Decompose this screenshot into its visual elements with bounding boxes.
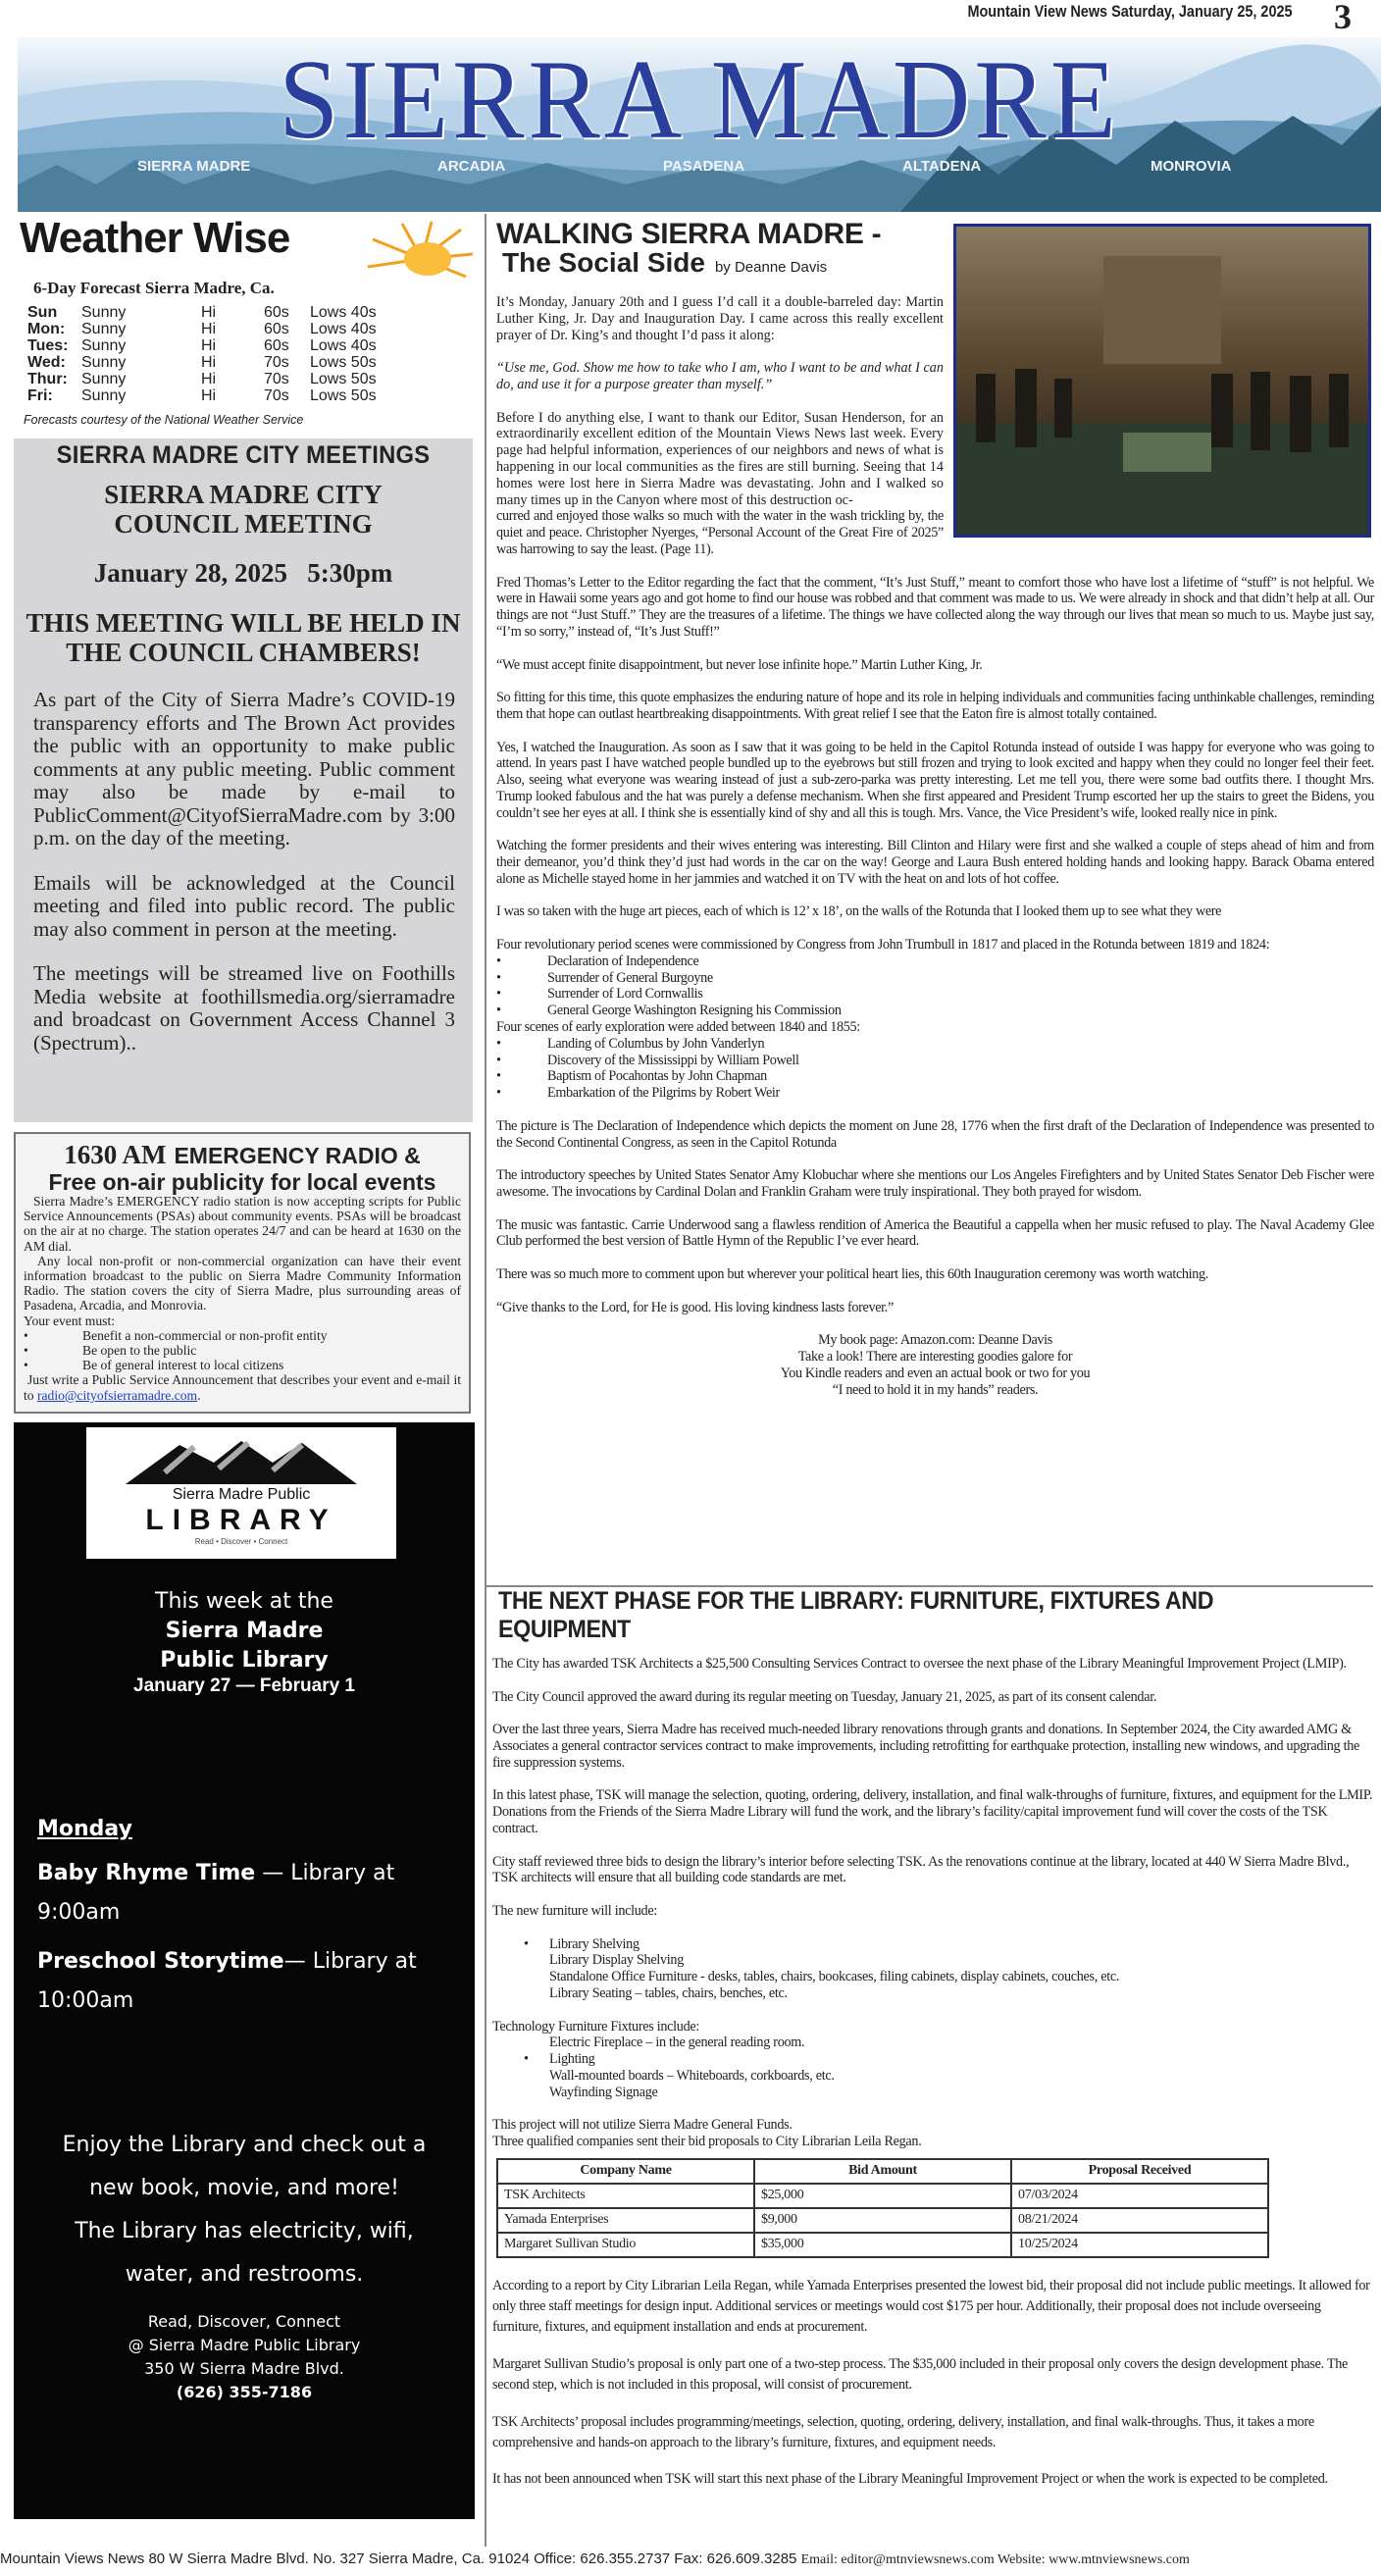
town: MONROVIA — [1151, 158, 1232, 175]
library-logo — [86, 1427, 396, 1559]
page-footer — [0, 2550, 1381, 2568]
day: Mon: — [27, 321, 66, 337]
paragraph: Three qualified companies sent their bid proposals to City Librarian Leila Regan. — [492, 2134, 922, 2150]
event-detail: — Library at 10:00am — [37, 1949, 417, 2013]
page-header — [0, 0, 1381, 36]
day: Wed: — [27, 354, 66, 371]
article-title: WALKING SIERRA MADRE - — [496, 218, 882, 250]
low: Lows 40s — [310, 321, 377, 337]
paragraph: The City has awarded TSK Architects a $25,500 Consulting Services Contract to oversee the next phase of the Library Meaningful Improvement Project (LMIP). — [492, 1656, 1347, 1672]
library-name-1: Sierra Madre — [165, 1619, 324, 1643]
paragraph: Watching the former presidents and their wives entering was interesting. Bill Clinton and Hilary were first and she walked a couple of steps ahead of him and from their demeanor, you’d think they’d just had words in the car on the way! George and Laura Bush entered holding hands and looking happy. Barack Obama entered alone as Michelle stayed home in her jammies and watched it on TV with the heat on and lots of hot coffee. — [496, 838, 1374, 887]
masthead-date: Mountain View News Saturday, January 25, 2025 — [967, 2, 1293, 21]
banner — [18, 37, 1381, 212]
contact-line: @ Sierra Madre Public Library — [128, 2336, 361, 2354]
library-address: 350 W Sierra Madre Blvd. — [144, 2359, 344, 2378]
enjoy-line: Enjoy the Library and check out a new book, movie, and more! — [62, 2133, 427, 2200]
paragraph: According to a report by City Librarian Leila Regan, while Yamada Enterprises presented the lowest bid, their proposal did not include public meetings. It allowed for only three staff meetings for design input. Additional services or meetings would cost $175 per hour. Additionally, their proposal does not include overseeing furniture, fixtures, and equipment installation and ends at procurement. — [492, 2277, 1370, 2335]
paragraph: This project will not utilize Sierra Madre General Funds. — [492, 2117, 793, 2134]
hi-label: Hi — [201, 304, 217, 321]
library-dates: January 27 — February 1 — [133, 1675, 355, 1696]
list-item: Wayfinding Signage — [549, 2084, 658, 2100]
cell: TSK Architects — [497, 2184, 754, 2208]
bids-table — [496, 2158, 1269, 2258]
column-divider — [485, 214, 486, 2547]
radio-subtitle: Free on-air publicity for local events — [48, 1169, 436, 1195]
radio-paragraph: Any local non-profit or non-commercial organization can have their event information broadcast to the public on Sierra Madre Community Information Radio. The station covers the city of Sierra Madre, plus surrounding areas of Pasadena, Arcadia, and Monrovia. — [24, 1253, 461, 1314]
cell: $35,000 — [754, 2233, 1011, 2257]
condition: Sunny — [81, 321, 127, 337]
list-item: Library Seating – tables, chairs, benches, etc. — [549, 1984, 788, 2001]
meeting-date: January 28, 2025 5:30pm — [93, 558, 393, 588]
emergency-radio-box — [14, 1132, 471, 1414]
radio-paragraph: Sierra Madre’s EMERGENCY radio station is now accepting scripts for Public Service Announcements (PSAs) about community events. PSAs will be broadcast on the air at no charge. The station operates 24/7 and can be heard at 1630 on the AM dial. — [24, 1194, 461, 1254]
meetings-header: SIERRA MADRE CITY MEETINGS — [56, 441, 431, 469]
article-headline: THE NEXT PHASE FOR THE LIBRARY: FURNITURE, FIXTURES AND EQUIPMENT — [498, 1587, 1214, 1643]
list-item: • General George Washington Resigning his Commission — [496, 1003, 1374, 1019]
paragraph: curred and enjoyed those walks so much with the water in the wash trickling by, the quiet and peace. Christopher Nyerges, “Personal Account of the Great Fire of 2025” was harrowing to say the least. (Page 11). — [496, 508, 944, 557]
footer-address: Mountain Views News 80 W Sierra Madre Blvd. No. 327 Sierra Madre, Ca. 91024 Office: 626.355.2737 Fax: 626.609.3285 — [0, 2550, 801, 2567]
radio-requirements — [24, 1328, 461, 1373]
radio-closing-text: Just write a Public Service Announcement that describes your event and e-mail it to — [24, 1372, 461, 1403]
event-name: Baby Rhyme Time — [37, 1861, 256, 1885]
hi: 60s — [264, 321, 289, 337]
hi: 70s — [264, 387, 289, 404]
town: SIERRA MADRE — [137, 158, 251, 175]
page-number: 3 — [1334, 0, 1352, 36]
list-item: • Embarkation of the Pilgrims by Robert Weir — [496, 1085, 1374, 1102]
list-item: • Lighting — [514, 2051, 1373, 2068]
forecast-row — [27, 337, 377, 354]
radio-email-link[interactable]: radio@cityofsierramadre.com — [36, 1387, 198, 1403]
paragraph: The introductory speeches by United States Senator Amy Klobuchar where she mentions our Los Angeles Firefighters and by United States Senator Deb Fischer were awesome. The invocations by Cardinal Dolan and Franklin Graham were truly inspirational. They both prayed for wisdom. — [496, 1167, 1374, 1201]
weather-section — [18, 214, 475, 435]
library-day — [37, 1810, 459, 1849]
book-line: My book page: Amazon.com: Deanne Davis — [818, 1332, 1052, 1349]
forecast-table — [27, 304, 377, 404]
library-event — [37, 1854, 459, 1932]
quote: “Give thanks to the Lord, for He is good. His loving kindness lasts forever.” — [496, 1299, 894, 1315]
table-row — [497, 2233, 1268, 2257]
library-ad — [14, 1422, 475, 2519]
cell: 08/21/2024 — [1011, 2208, 1268, 2233]
low: Lows 40s — [310, 304, 377, 321]
hi-label: Hi — [201, 371, 217, 387]
hi: 60s — [264, 337, 289, 354]
list-item: • Library Shelving — [514, 1936, 1373, 1953]
list-item: Library Display Shelving — [549, 1952, 685, 1969]
day: Thur: — [27, 371, 68, 387]
list-item: Electric Fireplace – in the general reading room. — [549, 2035, 805, 2051]
low: Lows 40s — [310, 337, 377, 354]
book-line: You Kindle readers and even an actual book or two for you — [780, 1365, 1091, 1381]
list-item: • Surrender of Lord Cornwallis — [496, 986, 1374, 1003]
town: ARCADIA — [437, 158, 506, 175]
city-meetings-box — [14, 438, 473, 1122]
condition: Sunny — [81, 337, 127, 354]
list-item: • Baptism of Pocahontas by John Chapman — [496, 1068, 1374, 1085]
radio-title — [24, 1140, 461, 1170]
meeting-title: SIERRA MADRE CITY COUNCIL MEETING — [104, 480, 383, 539]
table-header-row — [497, 2159, 1268, 2184]
tech-list — [514, 2035, 1373, 2100]
contact-line: Read, Discover, Connect — [147, 2312, 341, 2331]
day: Sun — [27, 304, 58, 321]
list-item: • Discovery of the Mississippi by William Powell — [496, 1053, 1374, 1069]
paragraph: Four revolutionary period scenes were commissioned by Congress from John Trumbull in 1817 and placed in the Rotunda between 1819 and 1824: — [496, 937, 1270, 953]
meeting-paragraph: As part of the City of Sierra Madre’s COVID-19 transparency efforts and The Brown Act provides the public with an opportunity to make public comments at any public meeting. Public comment may also be made by e-mail to PublicComment@CityofSierraMadre.com by 3:00 p.m. on the day of the meeting. — [33, 688, 455, 850]
list-item: • Surrender of General Burgoyne — [496, 970, 1374, 987]
paragraph: Fred Thomas’s Letter to the Editor regarding the fact that the comment, “It’s Just Stuff,” meant to comfort those who have lost a lifetime of “stuff” is not helpful. We were in Hawaii some years ago and got home to find our house was robbed and that comment was made to us. We were already in shock and that didn’t help at all. Our things are not “Just Stuff.” They are the treasures of a lifetime. The things we have collected along the way through our lives that mean so much to us. Maybe just say, “I’m so sorry,” instead of, “It’s Just Stuff!” — [496, 574, 1374, 640]
condition: Sunny — [81, 304, 127, 321]
quote: “We must accept finite disappointment, but never lose infinite hope.” Martin Luther King, Jr. — [496, 656, 983, 673]
column-header: Bid Amount — [754, 2159, 1011, 2184]
forecast-row — [27, 354, 377, 371]
paragraph: The music was fantastic. Carrie Underwood sang a flawless rendition of America the Beautiful a cappella when her music refused to play. The Naval Academy Glee Club performed the best version of Battle Hymn of the Republic I’ve ever heard. — [496, 1216, 1374, 1250]
exploration-scenes-list — [496, 1036, 1374, 1102]
table-row — [497, 2208, 1268, 2233]
library-contact — [14, 2310, 475, 2404]
mountain-books-icon — [126, 1433, 357, 1484]
cell: $9,000 — [754, 2208, 1011, 2233]
forecast-title: 6-Day Forecast Sierra Madre, Ca. — [33, 279, 275, 297]
radio-must: Your event must: — [24, 1313, 116, 1328]
low: Lows 50s — [310, 387, 377, 404]
paragraph: The picture is The Declaration of Independence which depicts the moment on June 28, 1776 when the first draft of the Declaration of Independence was presented to the Second Continental Congress, as seen in the Capitol Rotunda — [496, 1117, 1374, 1151]
meeting-paragraph: Emails will be acknowledged at the Council meeting and filed into public record. The public may also comment in person at the meeting. — [33, 870, 455, 941]
library-name-2: Public Library — [160, 1648, 329, 1673]
condition: Sunny — [81, 371, 127, 387]
paragraph: Technology Furniture Fixtures include: — [492, 2018, 700, 2035]
library-enjoy — [14, 2124, 475, 2296]
radio-title-text: EMERGENCY RADIO & — [174, 1143, 421, 1168]
book-promo — [496, 1332, 1374, 1398]
weather-title: Weather Wise — [20, 214, 290, 262]
paragraph: Over the last three years, Sierra Madre has received much-needed library renovations through grants and donations. In September 2024, the City awarded AMG & Associates a general contractor services contract to make improvements, including retrofitting for earthquake protection, installing new windows, and upgrading the fire suppression systems. — [492, 1722, 1360, 1771]
cell: Yamada Enterprises — [497, 2208, 754, 2233]
amenities-line: The Library has electricity, wifi, water, and restrooms. — [75, 2219, 414, 2287]
paragraph: There was so much more to comment upon but wherever your political heart lies, this 60th Inauguration ceremony was worth watching. — [496, 1266, 1208, 1283]
list-item: Standalone Office Furniture - desks, tables, chairs, bookcases, filing cabinets, display cabinets, couches, etc. — [549, 1969, 1120, 1985]
book-line: Take a look! There are interesting goodies galore for — [797, 1349, 1073, 1365]
footer-contact: Email: editor@mtnviewsnews.com Website: www.mtnviewsnews.com — [800, 2552, 1190, 2567]
library-name — [14, 1617, 475, 1675]
hi-label: Hi — [201, 387, 217, 404]
forecast-row — [27, 371, 377, 387]
day: Tues: — [27, 337, 69, 354]
quote: “Use me, God. Show me how to take who I am, who I want to be and what I can do, and use it for a purpose greater than myself.” — [496, 360, 944, 392]
paragraph: Yes, I watched the Inauguration. As soon as I saw that it was going to be held in the Capitol Rotunda instead of outside I was happy for everyone who was going to attend. In years past I have watched people bundled up to the eyebrows but still frozen and trying to look excited and happy when they could no longer feel their feet. Also, seeing what everyone was wearing instead of just a sub-zero-parka was pretty interesting. Let me tell you, there were some bad outfits there. I thought Mrs. Trump looked fabulous and the hat was purely a defense mechanism. When she first appeared and President Trump escorted her up the stairs to greet the Bidens, you couldn’t see her eyes at all. I think she is essentially kind of shy and all this is tough. Mrs. Vance, the Vice President’s wife, looked really nice in pink. — [496, 739, 1374, 821]
forecast-credit: Forecasts courtesy of the National Weather Service — [24, 413, 304, 427]
walking-sierra-madre-article — [496, 218, 1374, 1398]
list-item: Wall-mounted boards – Whiteboards, corkboards, etc. — [549, 2067, 835, 2084]
town: ALTADENA — [902, 158, 982, 175]
condition: Sunny — [81, 387, 127, 404]
painting-figures — [956, 227, 1368, 535]
event-name: Preschool Storytime — [37, 1949, 284, 1974]
paragraph: The new furniture will include: — [492, 1902, 657, 1919]
column-header: Company Name — [497, 2159, 754, 2184]
library-phase-article — [492, 1587, 1373, 2506]
low: Lows 50s — [310, 354, 377, 371]
forecast-row — [27, 387, 377, 404]
forecast-row — [27, 321, 377, 337]
town: PASADENA — [663, 158, 745, 175]
byline: by Deanne Davis — [714, 259, 828, 276]
cell: 10/25/2024 — [1011, 2233, 1268, 2257]
paragraph: So fitting for this time, this quote emphasizes the enduring nature of hope and its role in helping individuals and communities facing unthinkable challenges, reminding them that hope can outlast heartbreaking disappointments. With great relief I see that the Eaton fire is almost totally contained. — [496, 690, 1374, 722]
hi-label: Hi — [201, 337, 217, 354]
logo-tagline: Read • Discover • Connect — [194, 1537, 288, 1546]
meeting-notice: THIS MEETING WILL BE HELD IN THE COUNCIL CHAMBERS! — [26, 608, 461, 667]
condition: Sunny — [81, 354, 127, 371]
meeting-paragraph: The meetings will be streamed live on Foothills Media website at foothillsmedia.org/sierramadre and broadcast on Government Access Channel 3 (Spectrum).. — [33, 961, 455, 1055]
list-item: • Be open to the public — [24, 1343, 461, 1358]
declaration-painting-image — [953, 224, 1371, 538]
cell: Margaret Sullivan Studio — [497, 2233, 754, 2257]
list-item: • Declaration of Independence — [496, 953, 1374, 970]
logo-line2: LIBRARY — [145, 1504, 337, 1536]
paragraph: It has not been announced when TSK will start this next phase of the Library Meaningful Improvement Project or when the work is expected to be completed. — [492, 2471, 1328, 2488]
list-item: • Be of general interest to local citizens — [24, 1358, 461, 1372]
library-event — [37, 1942, 459, 2021]
paragraph: The City Council approved the award during its regular meeting on Tuesday, January 21, 2025, as part of its consent calendar. — [492, 1688, 1157, 1705]
paragraph: Four scenes of early exploration were added between 1840 and 1855: — [496, 1019, 860, 1036]
cell: 07/03/2024 — [1011, 2184, 1268, 2208]
paragraph: It’s Monday, January 20th and I guess I’d call it a double-barreled day: Martin Luther King, Jr. Day and Inauguration Day. I came across this really excellent prayer of Dr. King’s and thought I’d pass it along: — [496, 294, 944, 343]
radio-closing: Just write a Public Service Announcement that describes your event and e-mail it to radio@cityofsierramadre.com. — [24, 1372, 461, 1403]
logo-line1: Sierra Madre Public — [172, 1486, 311, 1503]
hi: 70s — [264, 371, 289, 387]
event-detail: — Library at 9:00am — [37, 1861, 395, 1925]
hi-label: Hi — [201, 354, 217, 371]
library-phone: (626) 355-7186 — [176, 2383, 313, 2401]
paragraph: City staff reviewed three bids to design the library’s interior before selecting TSK. As the renovations continue at the library, located at 440 W Sierra Madre Blvd., TSK architects will ensure that all building code standards are met. — [492, 1853, 1350, 1886]
sun-icon — [363, 220, 476, 281]
paragraph: TSK Architects’ proposal includes programming/meetings, selection, quoting, ordering, delivery, installation, and final walk-throughs. Thus, it takes a more comprehensive and hands-on approach to the library’s furniture, fixtures, and equipment needs. — [492, 2413, 1314, 2450]
paragraph: I was so taken with the huge art pieces, each of which is 12’ x 18’, on the walls of the Rotunda that I looked them up to see what they were — [496, 903, 1222, 920]
cell: $25,000 — [754, 2184, 1011, 2208]
table-row — [497, 2184, 1268, 2208]
forecast-row — [27, 304, 377, 321]
hi-label: Hi — [201, 321, 217, 337]
hi: 60s — [264, 304, 289, 321]
article-body — [492, 1656, 1373, 2490]
low: Lows 50s — [310, 371, 377, 387]
book-line: “I need to hold it in my hands” readers. — [832, 1381, 1039, 1398]
day-label: Monday — [37, 1817, 132, 1841]
paragraph: In this latest phase, TSK will manage the selection, quoting, ordering, delivery, installation, and final walk-throughs of furniture, fixtures, and equipment for the LMIP. Donations from the Friends of the Sierra Madre Library will fund the work, and the library’s facility/capital improvement fund will cover the costs of the TSK contract. — [492, 1787, 1373, 1836]
library-week: This week at the — [155, 1589, 333, 1614]
hi: 70s — [264, 354, 289, 371]
paragraph: Margaret Sullivan Studio’s proposal is only part one of a two-step process. The $35,000 included in their proposal only covers the design development phase. The second step, which is not included in this proposal, will consist of procurement. — [492, 2355, 1349, 2393]
column-header: Proposal Received — [1011, 2159, 1268, 2184]
banner-title: SIERRA MADRE — [279, 37, 1120, 163]
furniture-list — [514, 1936, 1373, 2002]
day: Fri: — [27, 387, 53, 404]
paragraph: Before I do anything else, I want to thank our Editor, Susan Henderson, for an extraordinarily excellent edition of the Mountain Views News last week. Every page had helpful information, experiences of our neighbors and news of what is happening in our local communities as the fires are still burning. Seeing that 14 homes were lost here in Sierra Madre was devastating. John and I walked so many times up in the Canyon where most of this destruction oc- — [496, 409, 944, 508]
list-item: • Benefit a non-commercial or non-profit entity — [24, 1328, 461, 1343]
radio-frequency: 1630 AM — [64, 1140, 167, 1169]
list-item: • Landing of Columbus by John Vanderlyn — [496, 1036, 1374, 1053]
subtitle-text: The Social Side — [502, 247, 705, 278]
revolutionary-scenes-list — [496, 953, 1374, 1019]
